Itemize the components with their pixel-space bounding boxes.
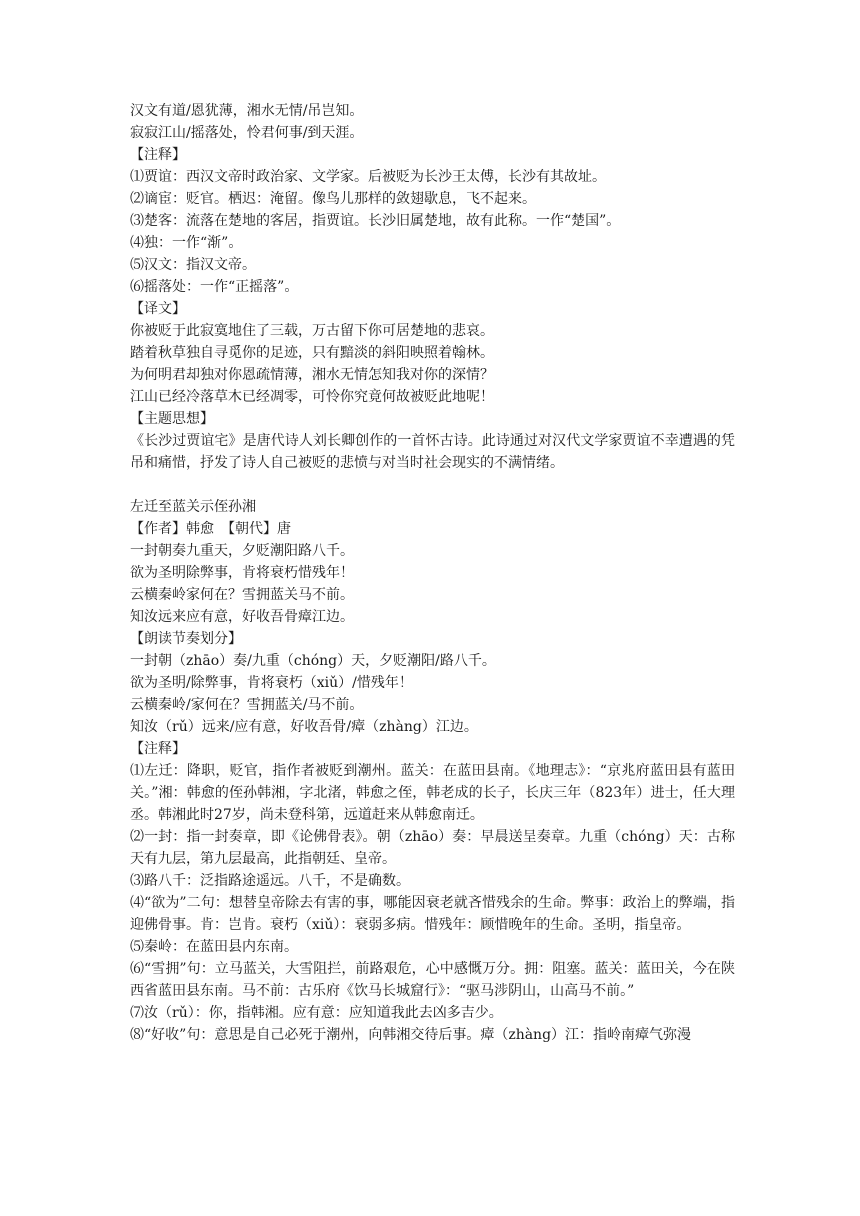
translation-line: 为何明君却独对你恩疏情薄，湘水无情怎知我对你的深情？ — [130, 367, 494, 383]
note-paragraph: ⑵一封：指一封奏章，即《论佛骨表》。朝（zhāo）奏：早晨送呈奏章。九重（chóng）天：古称天有九层，第九层最高，此指朝廷、皇帝。 — [130, 829, 735, 867]
rhythm-line: 欲为圣明/除弊事，肯将衰朽（xiǔ）/惜残年！ — [130, 675, 413, 691]
translation-heading: 【译文】 — [130, 301, 186, 317]
note-line: ⑹摇落处：一作“正摇落”。 — [130, 279, 299, 295]
note-line: ⑶楚客：流落在楚地的客居，指贾谊。长沙旧属楚地，故有此称。一作“楚国”。 — [130, 213, 621, 229]
verse-line: 寂寂江山/摇落处，怜君何事/到天涯。 — [130, 125, 364, 141]
rhythm-heading: 【朗读节奏划分】 — [130, 631, 242, 647]
rhythm-line: 一封朝（zhāo）奏/九重（chóng）天，夕贬潮阳/路八千。 — [130, 653, 496, 669]
theme-heading: 【主题思想】 — [130, 411, 214, 427]
notes-heading: 【注释】 — [130, 147, 186, 163]
rhythm-line: 知汝（rǔ）远来/应有意，好收吾骨/瘴（zhàng）江边。 — [130, 719, 478, 735]
note-line: ⑴贾谊：西汉文帝时政治家、文学家。后被贬为长沙王太傅，长沙有其故址。 — [130, 169, 606, 185]
verse-line: 知汝远来应有意，好收吾骨瘴江边。 — [130, 609, 354, 625]
note-paragraph: ⑹“雪拥”句：立马蓝关，大雪阻拦，前路艰危，心中感慨万分。拥：阻塞。蓝关：蓝田关，今在陕西省蓝田县东南。马不前：古乐府《饮马长城窟行》：“驱马涉阴山，山高马不前。” — [130, 961, 735, 999]
note-paragraph: ⑶路八千：泛指路途遥远。八千，不是确数。 — [130, 873, 410, 889]
note-paragraph: ⑴左迁：降职，贬官，指作者被贬到潮州。蓝关：在蓝田县南。《地理志》：“京兆府蓝田县有蓝田关。”湘：韩愈的侄孙韩湘，字北渚，韩愈之侄，韩老成的长子，长庆三年（823年）进士，任大理丞。韩湘此时27岁，尚未登科第，远道赶来从韩愈南迁。 — [130, 763, 735, 823]
notes-heading: 【注释】 — [130, 741, 186, 757]
verse-line: 云横秦岭家何在？雪拥蓝关马不前。 — [130, 587, 354, 603]
note-paragraph: ⑷“欲为”二句：想替皇帝除去有害的事，哪能因衰老就吝惜残余的生命。弊事：政治上的弊端，指迎佛骨事。肯：岂肯。衰朽（xiǔ）：衰弱多病。惜残年：顾惜晚年的生命。圣明，指皇帝。 — [130, 895, 735, 933]
verse-line: 一封朝奏九重天，夕贬潮阳路八千。 — [130, 543, 354, 559]
note-line: ⑷独：一作“渐”。 — [130, 235, 243, 251]
verse-line: 欲为圣明除弊事，肯将衰朽惜残年！ — [130, 565, 354, 581]
section-gap — [130, 474, 735, 496]
author-dynasty-line: 【作者】韩愈 【朝代】唐 — [130, 521, 291, 537]
theme-paragraph: 《长沙过贾谊宅》是唐代诗人刘长卿创作的一首怀古诗。此诗通过对汉代文学家贾谊不幸遭遇的凭吊和痛惜，抒发了诗人自己被贬的悲愤与对当时社会现实的不满情绪。 — [130, 433, 735, 471]
note-line: ⑸汉文：指汉文帝。 — [130, 257, 256, 273]
translation-line: 江山已经冷落草木已经凋零，可怜你究竟何故被贬此地呢！ — [130, 389, 494, 405]
translation-line: 你被贬于此寂寞地住了三载，万古留下你可居楚地的悲哀。 — [130, 323, 494, 339]
note-paragraph: ⑺汝（rǔ）：你，指韩湘。应有意：应知道我此去凶多吉少。 — [130, 1005, 503, 1021]
note-paragraph: ⑻“好收”句：意思是自己必死于潮州，向韩湘交待后事。瘴（zhàng）江：指岭南瘴气弥漫 — [130, 1027, 692, 1043]
document-page — [130, 100, 735, 1046]
translation-line: 踏着秋草独自寻觅你的足迹，只有黯淡的斜阳映照着翰林。 — [130, 345, 494, 361]
rhythm-line: 云横秦岭/家何在？雪拥蓝关/马不前。 — [130, 697, 364, 713]
poem-title: 左迁至蓝关示侄孙湘 — [130, 499, 256, 515]
note-line: ⑵谪宦：贬官。栖迟：淹留。像鸟儿那样的敛翅歇息，飞不起来。 — [130, 191, 536, 207]
note-paragraph: ⑸秦岭：在蓝田县内东南。 — [130, 939, 298, 955]
verse-line: 汉文有道/恩犹薄，湘水无情/吊岂知。 — [130, 103, 364, 119]
